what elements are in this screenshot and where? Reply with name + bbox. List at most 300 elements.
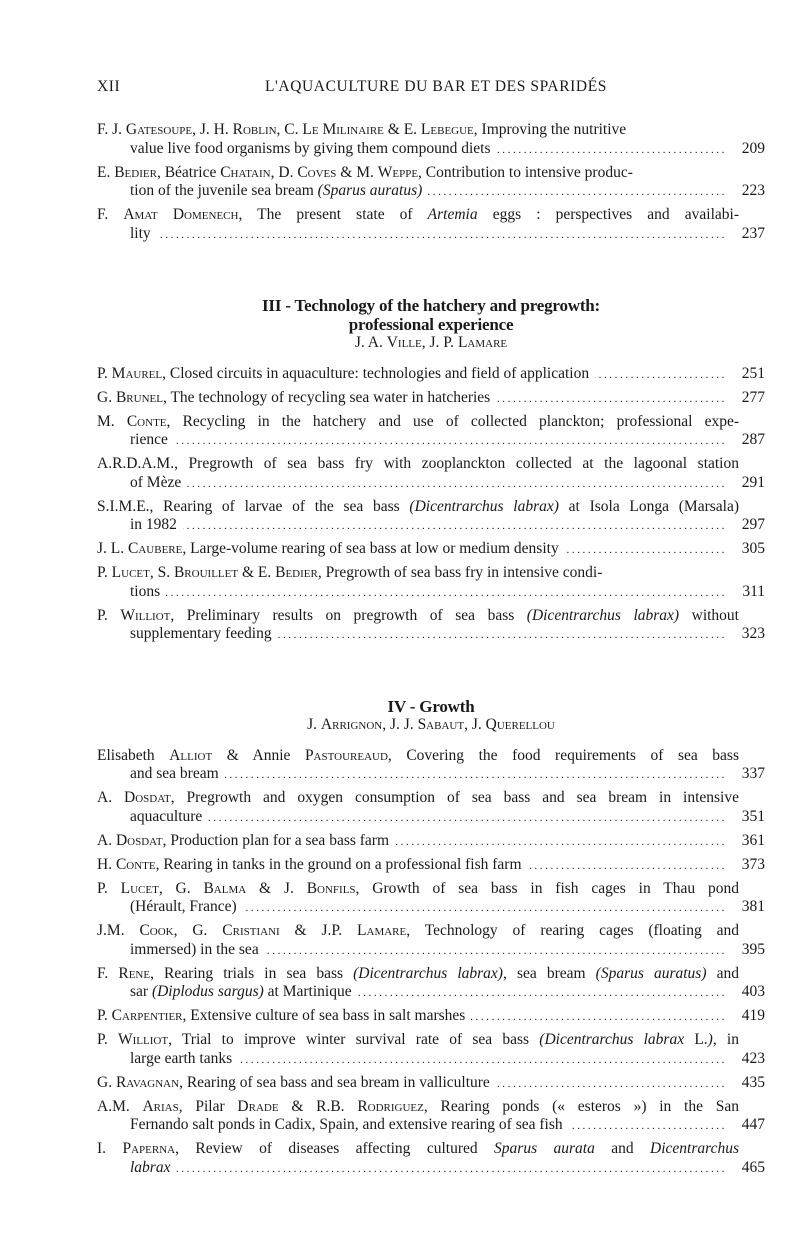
text-segment: , Covering the food requirements of sea bass (387, 746, 739, 764)
text-segment: L. (684, 1031, 708, 1048)
entry-line (97, 389, 765, 408)
page-number: 297 (741, 516, 765, 533)
page-number: 403 (741, 983, 765, 1000)
entry-line (97, 121, 765, 140)
entry-line (97, 1007, 765, 1026)
entry-line-text (97, 365, 595, 384)
author-name: Balma (203, 879, 247, 897)
dot-leader (174, 432, 727, 451)
entry-line-text (97, 607, 739, 626)
running-head (97, 78, 765, 100)
text-segment: at Martinique (263, 983, 352, 1000)
author-name: Pastoureaud (304, 746, 388, 764)
text-segment: , G. (158, 879, 204, 897)
page-number: 223 (741, 182, 765, 199)
text-segment: E. (97, 163, 115, 181)
text-segment: H. (97, 855, 116, 873)
section-title: professional experience (348, 314, 514, 334)
text-segment: immersed) in the sea (130, 940, 259, 958)
author-name: Williot (120, 606, 171, 624)
italic-text: (Dicentrarchus labrax) (526, 606, 680, 624)
dot-leader (496, 1075, 727, 1094)
text-segment: , Improving the nutritive (473, 121, 627, 138)
text-segment: F. (97, 964, 119, 982)
text-segment: eggs : perspectives and availabi- (477, 206, 739, 223)
author-name: Lucet (111, 564, 150, 581)
text-segment: & M. (336, 163, 378, 181)
entry-line (97, 1050, 765, 1069)
entry-line-text (97, 206, 739, 225)
author-name: Maurel (111, 364, 163, 382)
text-segment: , Rearing trials in sea bass (150, 964, 354, 982)
text-segment: & R.B. (278, 1097, 358, 1115)
entry-line (97, 1159, 765, 1178)
entry-line (97, 540, 765, 559)
dot-leader (243, 899, 727, 918)
entry-line (97, 1140, 765, 1159)
author-name: Roblin (232, 121, 277, 138)
toc-entry (97, 206, 765, 243)
text-segment: , Growth of sea bass in fish cages in Thau pond (355, 879, 739, 897)
text-segment: & J.P. (279, 922, 358, 939)
entry-line-text (130, 983, 358, 1002)
text-segment: (Hérault, France) (130, 898, 237, 915)
text-segment: sar (130, 983, 152, 1000)
entry-line-text (130, 941, 265, 960)
text-segment: G. (97, 1073, 116, 1091)
entry-line-text (97, 455, 739, 474)
entry-line (97, 498, 765, 517)
author-name: Alliot (169, 746, 213, 764)
section-editors (97, 334, 765, 353)
text-segment: and sea bream (130, 765, 219, 782)
page-number: 323 (741, 625, 765, 642)
author-name: Lucet (120, 879, 159, 897)
text-segment: rience (130, 431, 168, 448)
toc-entry (97, 965, 765, 1002)
entry-line-text (130, 765, 225, 784)
page-number: 419 (741, 1007, 765, 1024)
entry-line-text (130, 431, 174, 450)
text-segment: aquaculture (130, 807, 203, 825)
text-segment: , Rearing ponds (« esteros ») in the San (423, 1097, 739, 1115)
author-name: Paperna (122, 1140, 176, 1157)
text-segment: G. (97, 388, 116, 406)
dot-leader (569, 1117, 727, 1136)
author-name: Amat Domenech (123, 206, 239, 223)
entry-line (97, 164, 765, 183)
entry-line (97, 607, 765, 626)
toc-entry (97, 389, 765, 408)
toc-entry (97, 540, 765, 559)
entry-line (97, 898, 765, 917)
toc-entry (97, 1098, 765, 1135)
author-name: Conte (126, 412, 167, 430)
dot-leader (496, 141, 727, 160)
author-name: Lamare (357, 922, 407, 939)
section-title: III - Technology of the hatchery and pregrowth: (261, 296, 601, 315)
text-segment: of Mèze (130, 473, 182, 491)
text-segment: & E. (238, 564, 276, 581)
text-segment: P. (97, 564, 112, 581)
page-number: 351 (741, 807, 765, 825)
entry-line-text (97, 498, 739, 517)
toc-entry (97, 121, 765, 158)
italic-text: (Dicentrarchus labrax) (409, 497, 559, 515)
page-folio: XII (97, 78, 121, 95)
author-name: Dosdat (124, 789, 171, 806)
author-name: Brunel (115, 388, 163, 406)
dot-leader (278, 626, 727, 645)
text-segment: , Pregrowth of sea bass fry in intensive condi- (317, 564, 603, 581)
entry-line-text (97, 164, 739, 183)
italic-text: (Dicentrarchus labrax) (353, 964, 503, 982)
entry-line (97, 808, 765, 827)
dot-leader (471, 1008, 727, 1027)
author-name: Chatain (220, 163, 271, 181)
entry-line (97, 455, 765, 474)
page-number: 237 (741, 224, 765, 242)
toc-entry (97, 1007, 765, 1026)
author-name: Weppe (377, 163, 419, 181)
italic-text: Dicentrarchus (650, 1140, 739, 1157)
text-segment: , Pilar (178, 1097, 238, 1115)
entry-line (97, 765, 765, 784)
toc-page (97, 78, 765, 1183)
entry-line-text (97, 413, 739, 432)
italic-text: (Sparus auratus) (595, 964, 707, 982)
entry-line-text (97, 540, 565, 559)
entry-line (97, 474, 765, 493)
toc-entry (97, 498, 765, 535)
text-segment: and (594, 1140, 651, 1157)
entry-line (97, 856, 765, 875)
author-name: Drade (237, 1097, 279, 1115)
text-segment: S.I.M.E., Rearing of larvae of the sea bass (97, 497, 410, 515)
toc-entry (97, 1140, 765, 1177)
text-segment: , Extensive culture of sea bass in salt marshes (182, 1007, 466, 1024)
text-segment: & E. (383, 121, 421, 138)
text-segment: J. A. (354, 334, 387, 351)
text-segment: large earth tanks (130, 1049, 233, 1067)
entry-line (97, 431, 765, 450)
author-name: Arias (142, 1097, 179, 1115)
text-segment: P. (97, 1007, 112, 1024)
toc-sections (97, 121, 765, 1177)
entry-line-text (97, 1098, 739, 1117)
toc-entry (97, 922, 765, 959)
text-segment: A.R.D.A.M., Pregrowth of sea bass fry with zooplanckton collected at the lagoonal station (97, 455, 739, 472)
author-name: Arrignon (320, 716, 383, 733)
page-number: 311 (742, 582, 765, 600)
author-name: Lebegue (420, 121, 474, 138)
text-segment: , Closed circuits in aquaculture: technologies and field of application (162, 364, 590, 382)
toc-entry (97, 880, 765, 917)
text-segment: M. (97, 412, 127, 430)
toc-section (97, 698, 765, 1178)
dot-leader (157, 226, 727, 245)
entry-line-text (97, 856, 528, 875)
entry-line-text (97, 832, 395, 851)
entry-line-text (130, 625, 278, 644)
page-number: 447 (741, 1116, 765, 1133)
text-segment: , Contribution to intensive produc- (418, 163, 633, 181)
toc-entry (97, 832, 765, 851)
entry-line (97, 1031, 765, 1050)
entry-line-text (97, 564, 739, 583)
toc-entry (97, 164, 765, 201)
dot-leader (238, 1051, 727, 1070)
dot-leader (528, 857, 727, 876)
toc-entry (97, 789, 765, 826)
entry-line (97, 516, 765, 535)
entry-line (97, 1074, 765, 1093)
entry-line-text (130, 898, 243, 917)
italic-text: Artemia (427, 206, 478, 223)
text-segment: I. (97, 1140, 123, 1157)
dot-leader (166, 584, 727, 603)
author-name: Cook (139, 922, 174, 939)
text-segment: J.M. (97, 922, 140, 939)
entry-line (97, 747, 765, 766)
text-segment: J. L. (97, 540, 128, 557)
italic-text: (Sparus auratus) (317, 182, 423, 199)
text-segment: without (679, 606, 739, 624)
entry-line-text (130, 808, 208, 827)
text-segment: tions (130, 582, 161, 600)
toc-entry (97, 856, 765, 875)
entry-line (97, 965, 765, 984)
author-name: Ville (386, 334, 422, 351)
entry-line-text (130, 583, 166, 602)
text-segment: in 1982 (130, 516, 177, 533)
page-number: 277 (741, 388, 765, 406)
entry-line (97, 140, 765, 159)
page-number: 337 (741, 765, 765, 782)
text-segment: , J. (464, 716, 486, 733)
text-segment: A.M. (97, 1097, 143, 1115)
page-number: 291 (741, 473, 765, 491)
author-name: Le Milinaire (302, 121, 384, 138)
toc-entry (97, 413, 765, 450)
page-number: 395 (741, 940, 765, 958)
entry-line (97, 206, 765, 225)
dot-leader (225, 766, 727, 785)
text-segment: value live food organisms by giving them compound diets (130, 139, 491, 157)
dot-leader (565, 541, 727, 560)
italic-text: Sparus aurata (494, 1140, 595, 1157)
entry-line-text (97, 1074, 496, 1093)
entry-line (97, 413, 765, 432)
page-number: 465 (741, 1158, 765, 1176)
dot-leader (265, 942, 727, 961)
text-segment: , S. (149, 564, 174, 581)
author-name: Bedier (114, 163, 157, 181)
entry-line-text (130, 140, 496, 159)
text-segment: and (706, 964, 739, 982)
entry-line-text (97, 965, 739, 984)
text-segment: , in (712, 1031, 739, 1048)
text-segment: , Rearing in tanks in the ground on a professional fish farm (155, 855, 522, 873)
entry-line-text (97, 1140, 739, 1159)
text-segment: Elisabeth (97, 746, 170, 764)
toc-entry (97, 747, 765, 784)
italic-text: ) (707, 1031, 713, 1048)
italic-text: (Diplodus sargus) (151, 983, 264, 1000)
entry-line (97, 1098, 765, 1117)
toc-entry (97, 1031, 765, 1068)
text-segment: , J. J. (382, 716, 418, 733)
text-segment: , D. (270, 163, 298, 181)
entry-line (97, 880, 765, 899)
text-segment: , Production plan for a sea bass farm (162, 831, 390, 849)
toc-section (97, 121, 765, 243)
dot-leader (183, 517, 727, 536)
dot-leader (358, 984, 727, 1003)
section-title: IV - Growth (387, 696, 475, 716)
text-segment: & Annie (212, 746, 305, 764)
page-number: 209 (741, 139, 765, 157)
entry-line-text (97, 789, 739, 808)
text-segment: F. J. (97, 121, 126, 138)
page-number: 305 (741, 540, 765, 557)
toc-section (97, 297, 765, 644)
toc-entry (97, 1074, 765, 1093)
author-name: Bedier (275, 564, 318, 581)
page-number: 287 (741, 431, 765, 448)
entry-line-text (130, 516, 183, 535)
text-segment: A. (97, 831, 116, 849)
text-segment: , Recycling in the hatchery and use of collected planckton; professional expe- (166, 412, 739, 430)
entry-line (97, 625, 765, 644)
author-name: Rene (118, 964, 151, 982)
text-segment: J. (307, 716, 321, 733)
entry-line (97, 564, 765, 583)
author-name: Caubere (128, 540, 183, 557)
text-segment: P. (97, 879, 121, 897)
toc-entry (97, 365, 765, 384)
text-segment: , Technology of rearing cages (floating and (406, 922, 739, 939)
section-editors (97, 716, 765, 735)
entry-line-text (130, 1050, 238, 1069)
text-segment: , sea bream (502, 964, 596, 982)
text-segment: , Pregrowth and oxygen consumption of sea bass and sea bream in intensive (170, 789, 739, 806)
author-name: Dosdat (115, 831, 163, 849)
text-segment: at Isola Longa (Marsala) (558, 497, 739, 515)
entry-line-text (97, 1031, 739, 1050)
page-number: 251 (741, 364, 765, 382)
toc-entry (97, 564, 765, 601)
page-number: 361 (741, 831, 765, 849)
entry-line (97, 941, 765, 960)
text-segment: , J. H. (192, 121, 233, 138)
entry-line (97, 983, 765, 1002)
toc-entry (97, 607, 765, 644)
text-segment: tion of the juvenile sea bream (130, 182, 318, 199)
dot-leader (395, 833, 727, 852)
entry-line (97, 832, 765, 851)
text-segment: , C. (276, 121, 303, 138)
author-name: Conte (115, 855, 156, 873)
entry-line (97, 1116, 765, 1135)
author-name: Cristiani (222, 922, 280, 939)
page-number: 381 (741, 898, 765, 915)
author-name: Gatesoupe (125, 121, 193, 138)
dot-leader (496, 390, 727, 409)
text-segment: , Rearing of sea bass and sea bream in valliculture (179, 1073, 490, 1091)
text-segment: P. (97, 1031, 118, 1048)
entry-line-text (97, 121, 739, 140)
italic-text: (Dicentrarchus labrax (539, 1031, 685, 1048)
text-segment: & J. (246, 879, 307, 897)
text-segment: P. (97, 606, 121, 624)
toc-entry (97, 455, 765, 492)
entry-line (97, 789, 765, 808)
entry-line (97, 225, 765, 244)
author-name: Rodriguez (357, 1097, 424, 1115)
text-segment: , The present state of (238, 206, 428, 223)
page-number: 423 (741, 1049, 765, 1067)
author-name: Brouillet (173, 564, 239, 581)
entry-line-text (97, 747, 739, 766)
page-number: 435 (741, 1073, 765, 1091)
dot-leader (595, 366, 727, 385)
entry-line (97, 365, 765, 384)
text-segment: , Preliminary results on pregrowth of sea bass (170, 606, 527, 624)
running-title: L'AQUACULTURE DU BAR ET DES SPARIDÉS (264, 78, 608, 95)
author-name: Sabaut (417, 716, 465, 733)
entry-line (97, 922, 765, 941)
text-segment: , Large-volume rearing of sea bass at low or medium density (182, 540, 559, 557)
page-number: 373 (741, 855, 765, 873)
author-name: Williot (118, 1031, 169, 1048)
author-name: Lamare (457, 334, 508, 351)
text-segment: P. (97, 364, 112, 382)
text-segment: , The technology of recycling sea water in hatcheries (162, 388, 491, 406)
text-segment: supplementary feeding (130, 625, 272, 642)
text-segment: F. (97, 206, 124, 223)
text-segment: , G. (173, 922, 223, 939)
entry-line-text (130, 1116, 569, 1135)
entry-line-text (130, 182, 428, 201)
text-segment: , Review of diseases affecting cultured (175, 1140, 495, 1157)
dot-leader (428, 183, 727, 202)
text-segment: , J. P. (421, 334, 458, 351)
text-segment: lity (130, 224, 151, 242)
entry-line-text (130, 225, 157, 244)
text-segment: A. (97, 789, 125, 806)
entry-line-text (130, 1159, 176, 1178)
entry-line (97, 583, 765, 602)
author-name: Coves (297, 163, 337, 181)
dot-leader (176, 1160, 727, 1179)
author-name: Querellou (485, 716, 555, 733)
dot-leader (208, 809, 727, 828)
text-segment: , Trial to improve winter survival rate of sea bass (168, 1031, 540, 1048)
entry-line-text (97, 922, 739, 941)
author-name: Carpentier (111, 1007, 183, 1024)
entry-line-text (97, 880, 739, 899)
entry-line (97, 182, 765, 201)
author-name: Bonfils (306, 879, 356, 897)
italic-text: labrax (130, 1158, 171, 1176)
entry-line-text (130, 474, 187, 493)
entry-line-text (97, 389, 496, 408)
dot-leader (187, 475, 727, 494)
text-segment: Fernando salt ponds in Cadix, Spain, and extensive rearing of sea fish (130, 1116, 563, 1133)
entry-line-text (97, 1007, 471, 1026)
text-segment: , Béatrice (156, 163, 221, 181)
